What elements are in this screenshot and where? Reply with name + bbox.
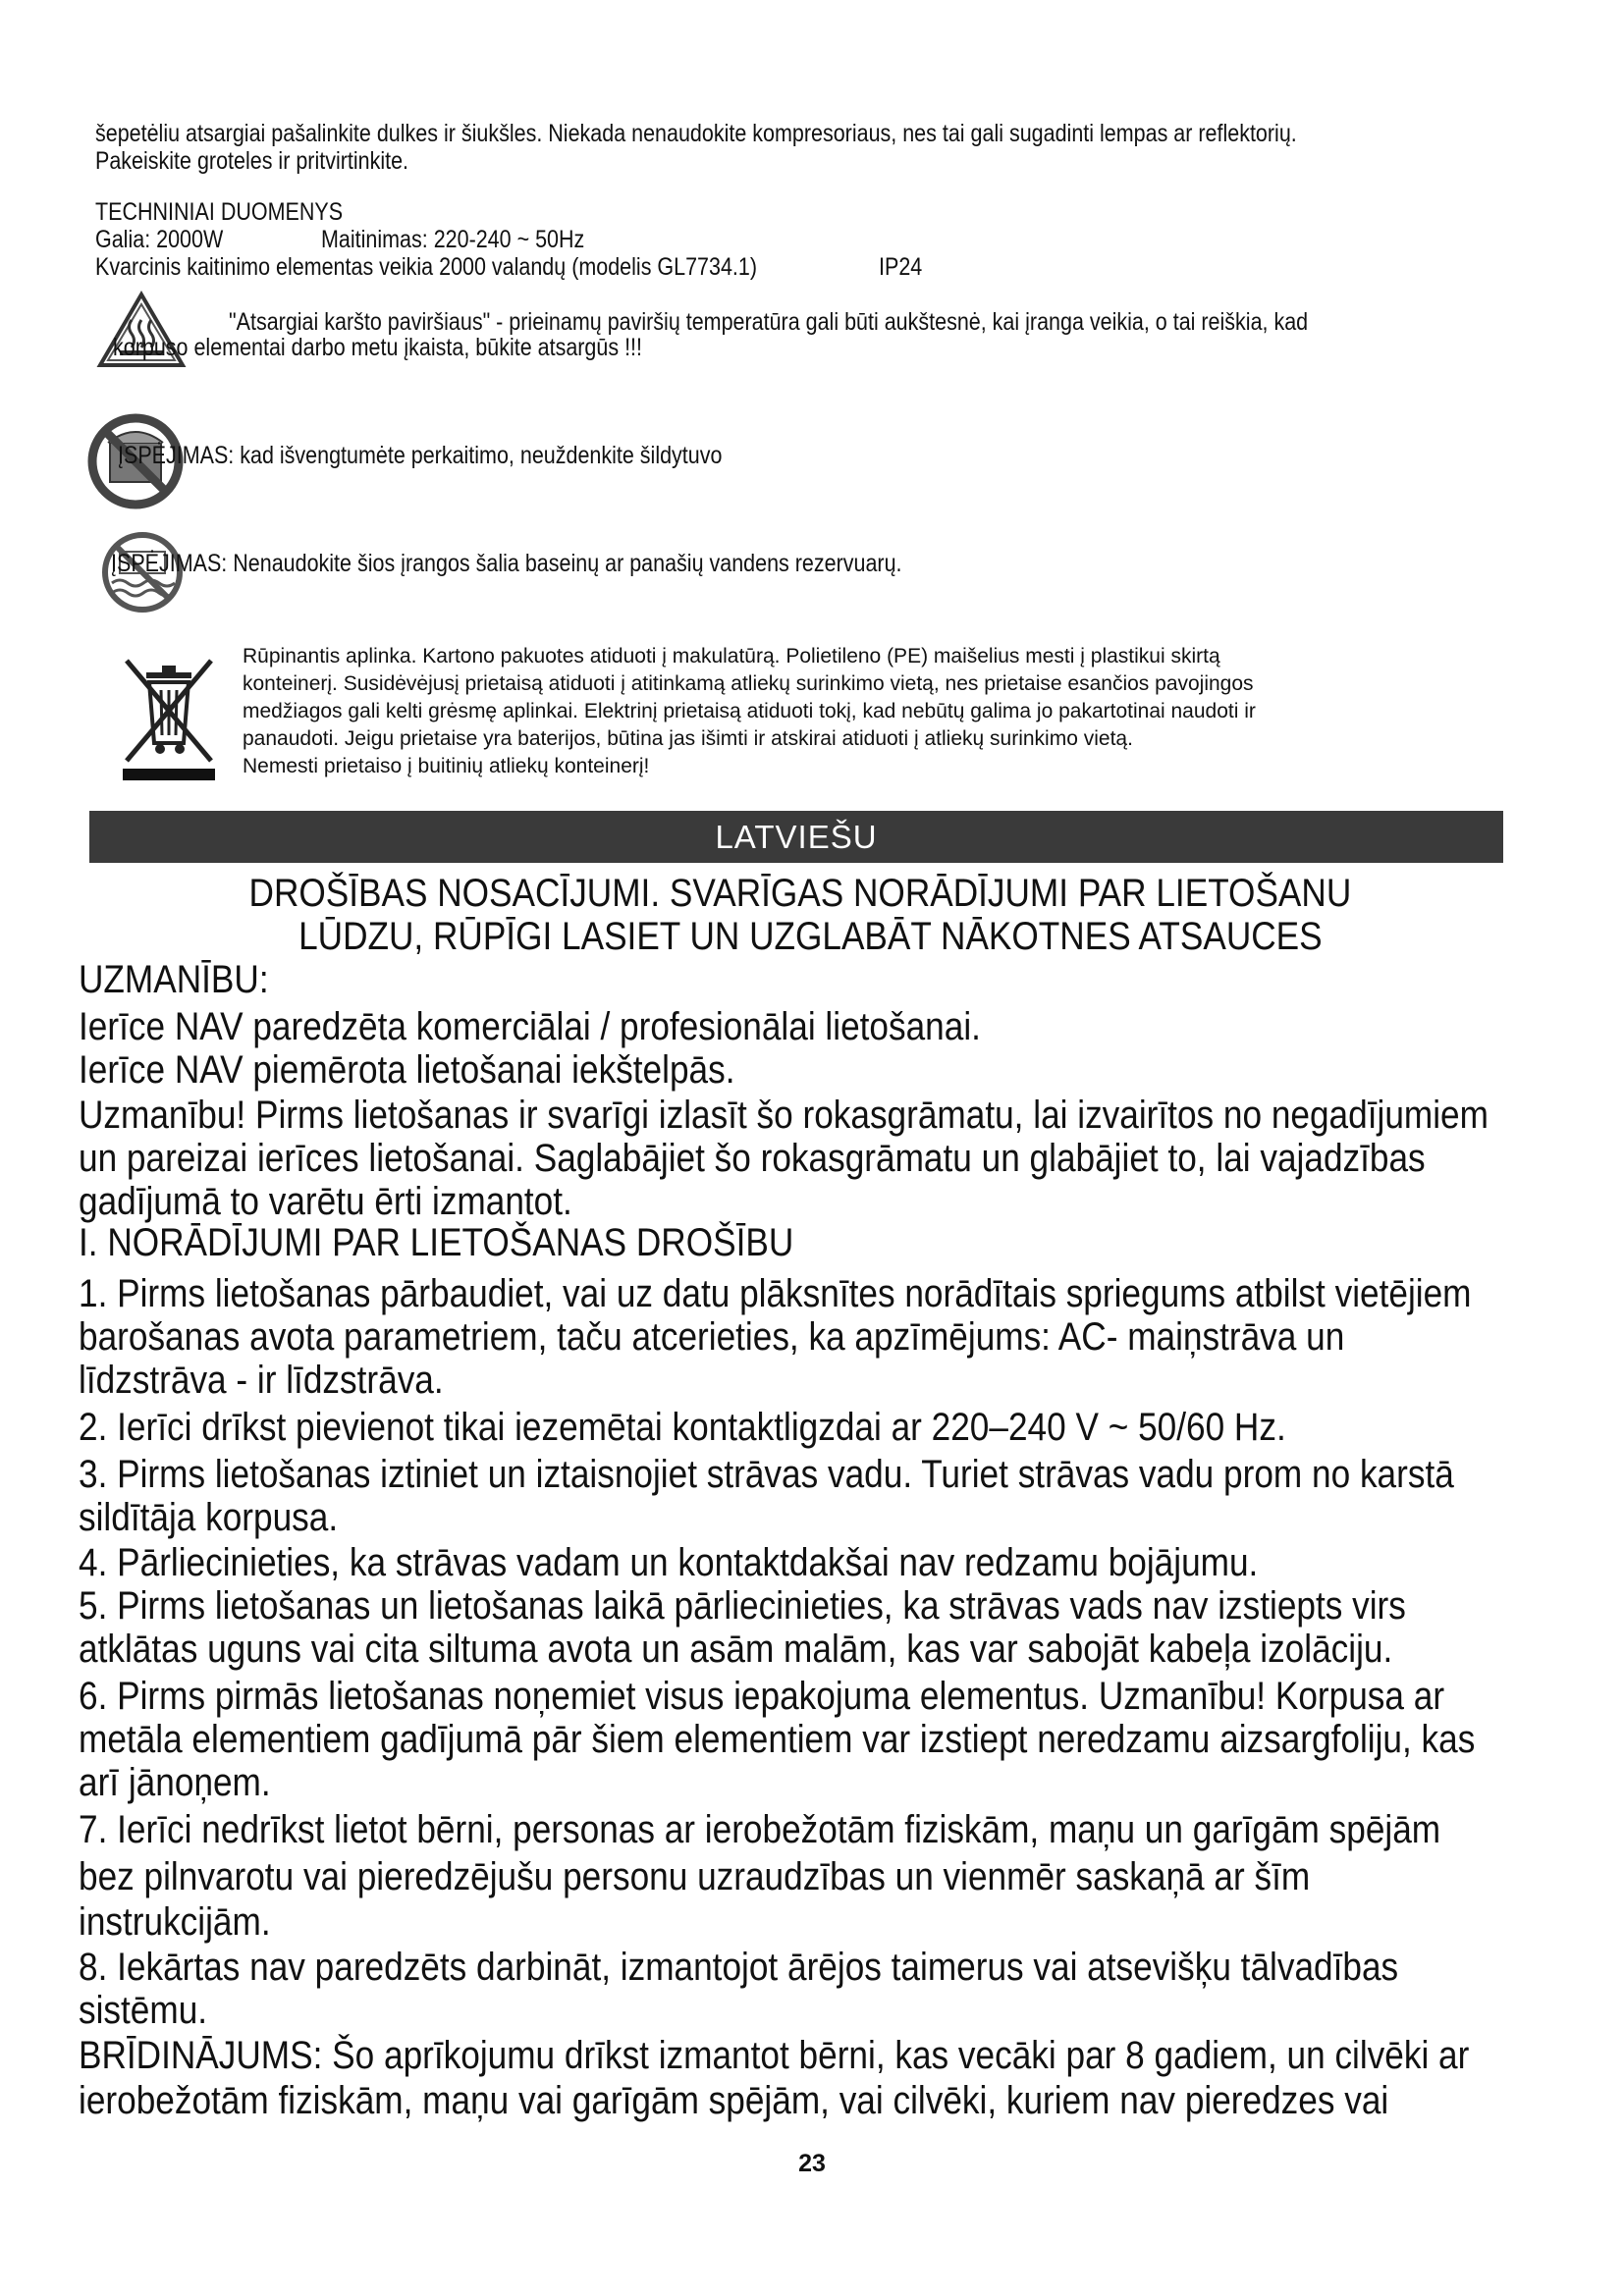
water-warning-text: : Nenaudokite šios įrangos šalia baseinų ar panašių vandens rezervuarų. [221, 550, 902, 577]
page-number: 23 [798, 2150, 826, 2177]
tech-title: TECHNINIAI DUOMENYS [95, 198, 344, 226]
lv-line-6: I. NORĀDĪJUMI PAR LIETOŠANAS DROŠĪBU [79, 1221, 794, 1264]
lv-line-10: 2. Ierīci drīkst pievienot tikai iezemētai kontaktligzdai ar 220–240 V ~ 50/60 Hz. [79, 1406, 1286, 1449]
cover-warning-prefix: ĮSPĖJIMAS [118, 442, 229, 469]
lv-line-14: 5. Pirms lietošanas un lietošanas laikā pārliecinieties, ka strāvas vads nav izstiepts virs [79, 1584, 1406, 1628]
water-warning-line [111, 550, 902, 577]
tech-element: Kvarcinis kaitinimo elementas veikia 2000 valandų (modelis GL7734.1) [95, 253, 758, 281]
hot-warning-line-1: "Atsargiai karšto paviršiaus" - prieinamų paviršių temperatūra gali būti aukštesnė, kai įranga veikia, o tai reiškia, kad [229, 308, 1309, 336]
lv-line-2: Ierīce NAV piemērota lietošanai iekštelpās. [79, 1048, 735, 1092]
hot-warning-line-2 [113, 334, 957, 361]
lv-line-15: atklātas uguns vai cita siltuma avota un asām malām, kas var sabojāt kabeļa izolāciju. [79, 1628, 1393, 1671]
lv-line-25: ierobežotām fiziskām, maņu vai garīgām spējām, vai cilvēki, kuriem nav pieredzes vai [79, 2079, 1389, 2122]
lv-title-line-2 [0, 915, 1622, 958]
lv-line-16: 6. Pirms pirmās lietošanas noņemiet visus iepakojuma elementus. Uzmanību! Korpusa ar [79, 1675, 1445, 1718]
lv-title-2-text: LŪDZU, RŪPĪGI LASIET UN UZGLABĀT NĀKOTNES ATSAUCES [298, 915, 1323, 958]
lv-line-8: barošanas avota parametriem, taču atcerieties, ka apzīmējums: AC- maiņstrāva un [79, 1315, 1345, 1359]
banner-label: LATVIEŠU [715, 818, 878, 855]
lv-line-21: instrukcijām. [79, 1900, 271, 1944]
lv-line-17: metāla elementiem gadījumā pār šiem elementiem var izstiept neredzamu aizsargfoliju, kas [79, 1718, 1476, 1761]
lt-intro-line-2: Pakeiskite groteles ir pritvirtinkite. [95, 147, 409, 175]
lv-line-11: 3. Pirms lietošanas iztiniet un iztaisnojiet strāvas vadu. Turiet strāvas vadu prom no karstā [79, 1453, 1454, 1496]
lv-line-23: sistēmu. [79, 1989, 208, 2032]
lv-line-4: un pareizai ierīces lietošanai. Saglabājiet šo rokasgrāmatu un glabājiet to, lai vajadzības [79, 1137, 1426, 1180]
section-banner-latviesu [89, 811, 1503, 863]
lv-line-22: 8. Iekārtas nav paredzēts darbināt, izmantojot ārējos taimerus vai atsevišķu tālvadības [79, 1946, 1399, 1989]
lv-line-12: sildītāja korpusa. [79, 1496, 339, 1539]
lv-title-line-1 [0, 872, 1612, 915]
cover-warning-text: : kad išvengtumėte perkaitimo, neuždenkite šildytuvo [228, 442, 723, 469]
lv-line-19: 7. Ierīci nedrīkst lietot bērni, personas ar ierobežotām fiziskām, maņu un garīgām spējām [79, 1808, 1441, 1851]
crossed-bin-icon [115, 653, 223, 785]
env-line-5: Nemesti prietaiso į buitinių atliekų konteinerį! [243, 755, 650, 777]
lt-intro-line-1: šepetėliu atsargiai pašalinkite dulkes ir šiukšles. Niekada nenaudokite kompresoriaus, nes tai gali sugadinti lempas ar reflektorių. [95, 120, 1297, 147]
lv-line-3: Uzmanību! Pirms lietošanas ir svarīgi izlasīt šo rokasgrāmatu, lai izvairītos no negadījumiem [79, 1094, 1489, 1137]
lv-line-24: BRĪDINĀJUMS: Šo aprīkojumu drīkst izmantot bērni, kas vecāki par 8 gadiem, un cilvēki ar [79, 2034, 1470, 2077]
hot-warning-text: elementai darbo metu įkaista, būkite atsargūs !!! [188, 334, 642, 361]
lv-line-1: Ierīce NAV paredzēta komerciālai / profesionālai lietošanai. [79, 1005, 981, 1048]
cover-warning-line [118, 442, 722, 469]
lv-title-1-text: DROŠĪBAS NOSACĪJUMI. SVARĪGAS NORĀDĪJUMI PAR LIETOŠANU [248, 872, 1352, 915]
lv-line-5: gadījumā to varētu ērti izmantot. [79, 1180, 572, 1223]
tech-power: Galia: 2000W [95, 226, 224, 253]
hot-warning-prefix: korpuso [113, 334, 189, 361]
tech-ip: IP24 [879, 253, 923, 281]
water-warning-prefix: ĮSPĖJIMAS [111, 550, 222, 577]
env-line-4: panaudoti. Jeigu prietaise yra baterijos, būtina jas išimti ir atskirai atiduoti į atliekų surinkimo vietą. [243, 727, 1133, 750]
env-line-1: Rūpinantis aplinka. Kartono pakuotes atiduoti į makulatūrą. Polietileno (PE) maišelius mesti į plastikui skirtą [243, 645, 1220, 667]
tech-supply: Maitinimas: 220-240 ~ 50Hz [321, 226, 585, 253]
lv-line-20: bez pilnvarotu vai pieredzējušu personu uzraudzības un vienmēr saskaņā ar šīm [79, 1855, 1311, 1898]
lv-line-13: 4. Pārliecinieties, ka strāvas vadam un kontaktdakšai nav redzamu bojājumu. [79, 1541, 1259, 1584]
env-line-2: konteinerį. Susidėvėjusį prietaisą atiduoti į atitinkamą atliekų surinkimo vietą, nes prietaise esančios pavojingos [243, 672, 1254, 695]
lv-line-9: līdzstrāva - ir līdzstrāva. [79, 1359, 444, 1402]
lv-line-0: UZMANĪBU: [79, 958, 269, 1001]
lv-line-7: 1. Pirms lietošanas pārbaudiet, vai uz datu plāksnītes norādītais spriegums atbilst vietējiem [79, 1272, 1472, 1315]
lv-line-18: arī jānoņem. [79, 1761, 271, 1804]
env-line-3: medžiagos gali kelti grėsmę aplinkai. Elektrinį prietaisą atiduoti tokį, kad nebūtų galima jo pakartotinai naudoti ir [243, 700, 1256, 722]
